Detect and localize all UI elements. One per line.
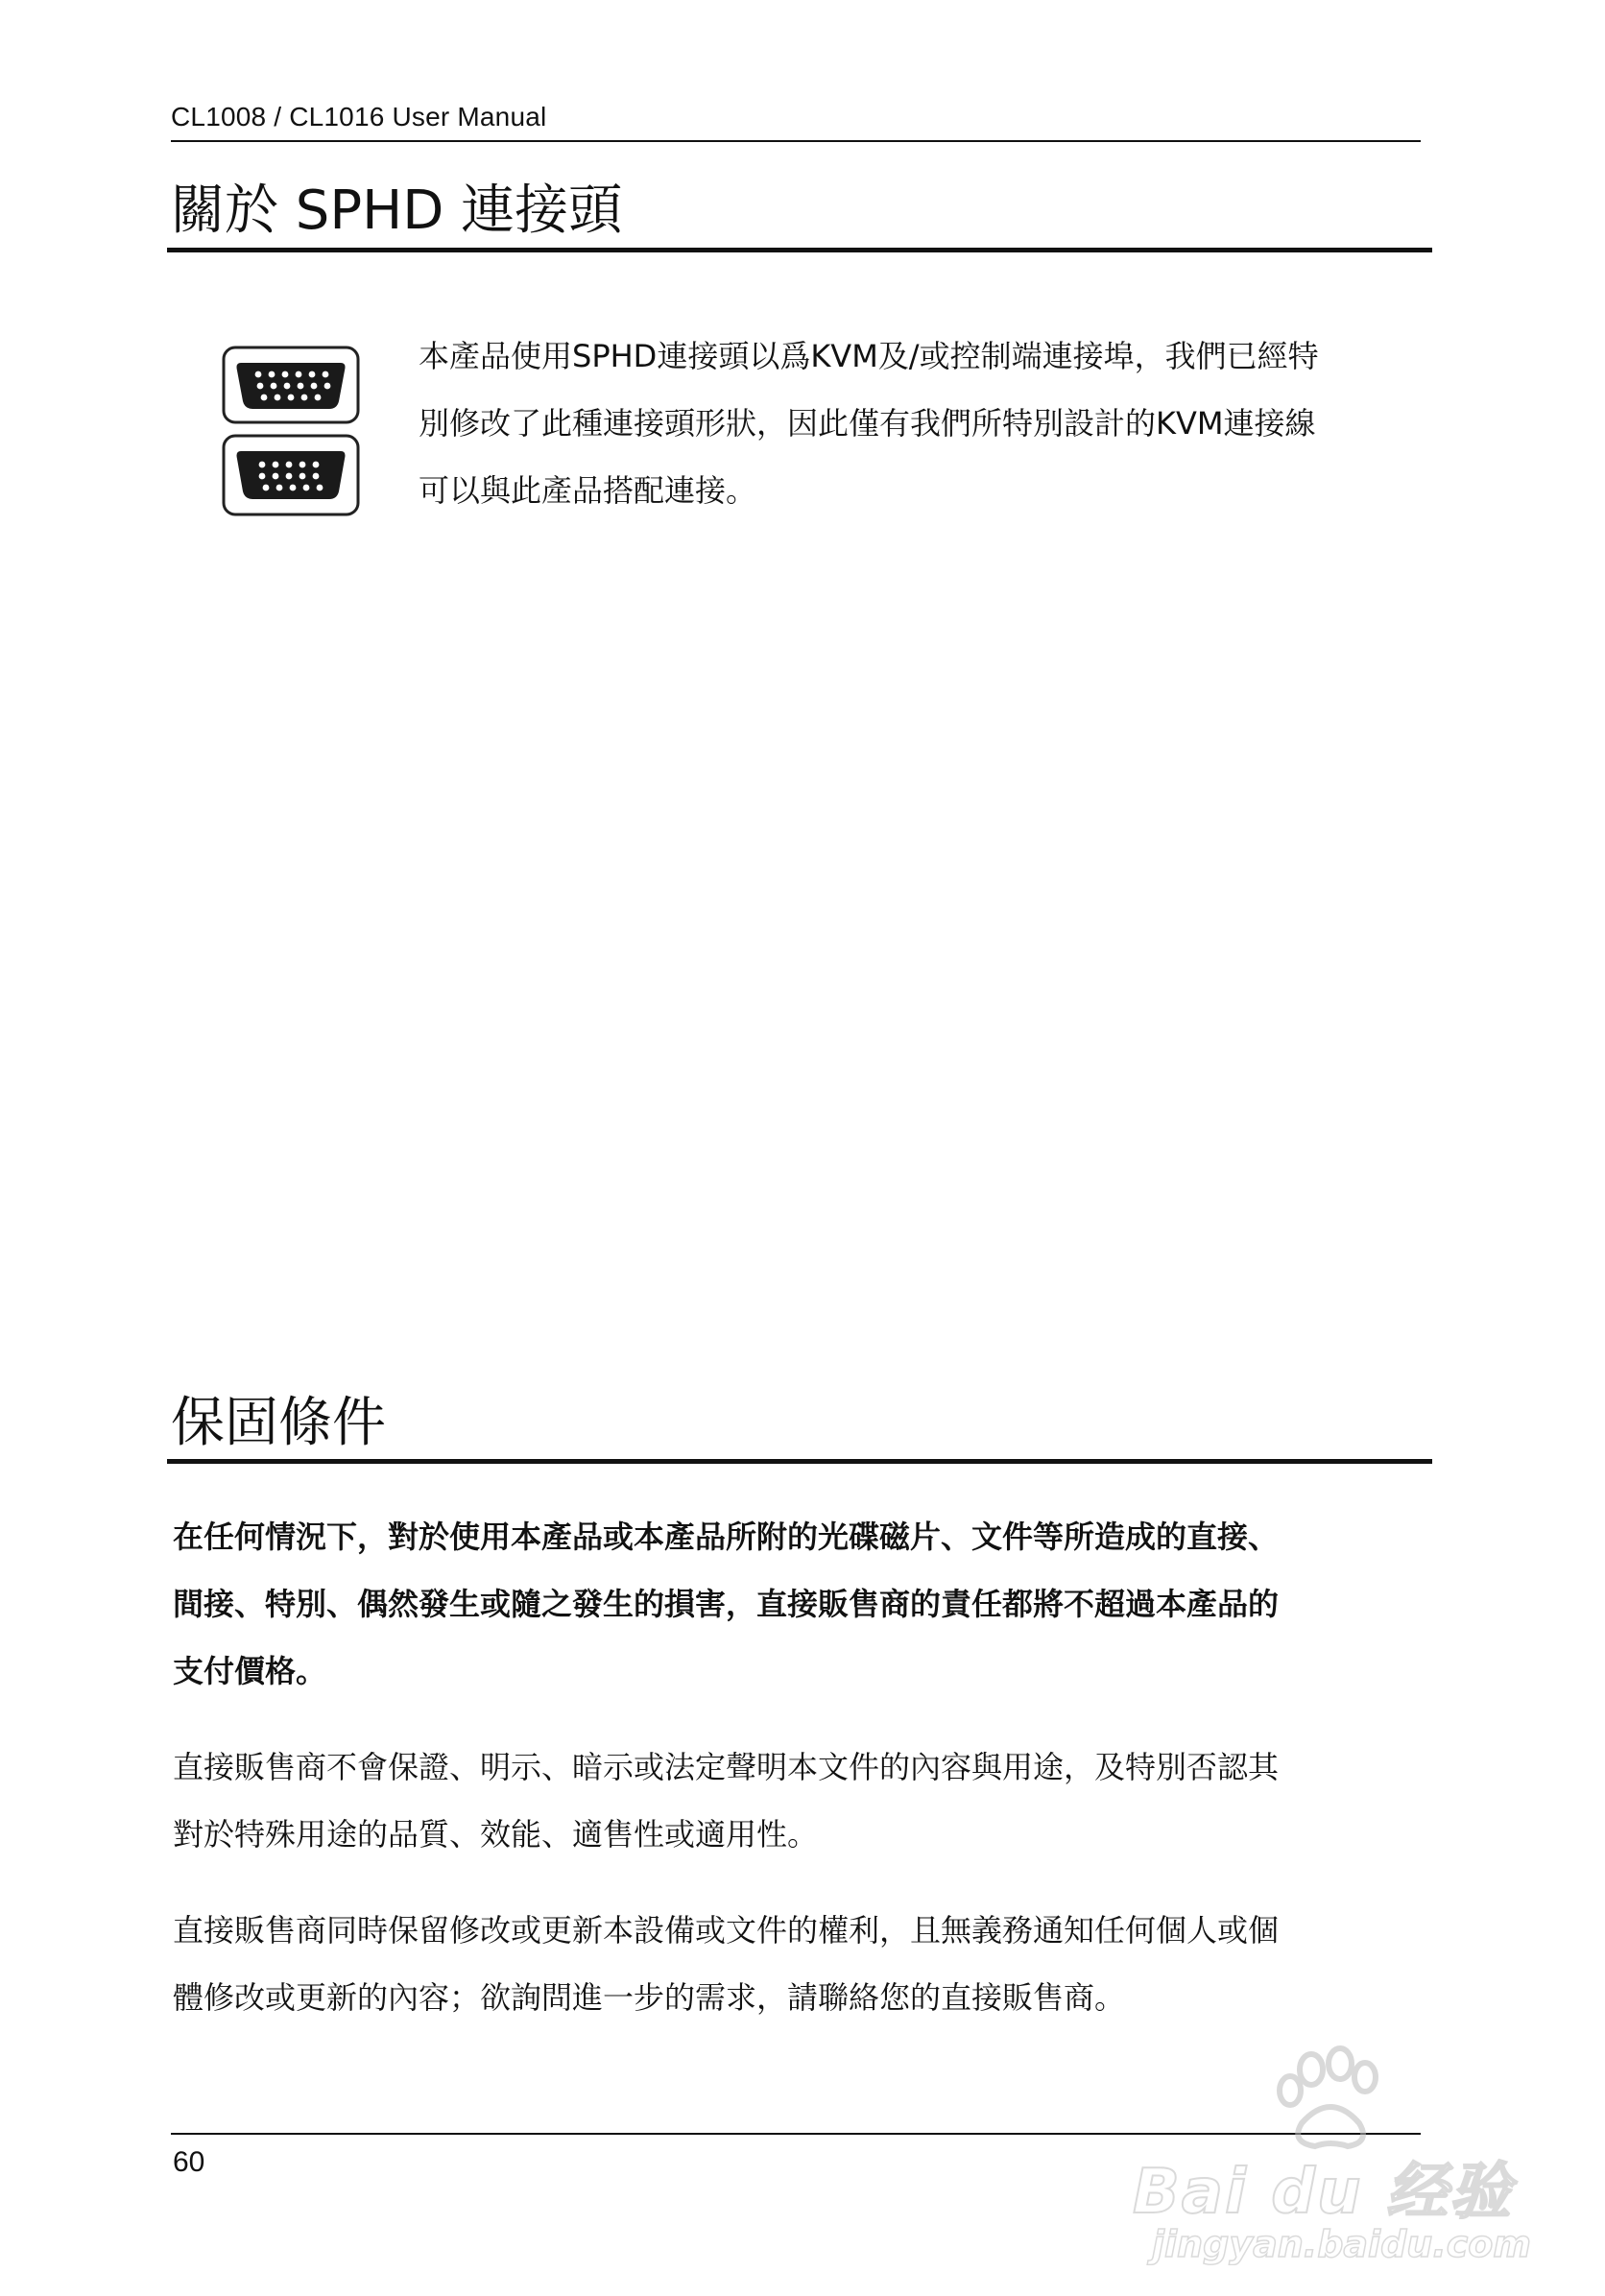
sphd-description [419,323,1436,524]
warranty-title-rule [167,1459,1432,1464]
warranty-line: 對於特殊用途的品質、效能、適售性或適用性。 [173,1816,819,1853]
warranty-line: 體修改或更新的內容；欲詢問進一步的需求，請聯絡您的直接販售商。 [173,1979,1126,2016]
warranty-line: 支付價格。 [173,1653,327,1689]
warranty-line: 間接、特別、偶然發生或隨之發生的損害，直接販售商的責任都將不超過本產品的 [173,1586,1280,1622]
sphd-section-title: 關於 SPHD 連接頭 [171,179,623,242]
page-number: 60 [173,2146,205,2178]
running-header: CL1008 / CL1016 User Manual [171,102,547,132]
warranty-line: 在任何情況下，對於使用本產品或本產品所附的光碟磁片、文件等所造成的直接、 [173,1519,1280,1555]
sphd-connector-icon [220,342,362,520]
watermark-url: jingyan.baidu.com [1152,2223,1531,2265]
warranty-line: 直接販售商不會保證、明示、暗示或法定聲明本文件的內容與用途，及特別否認其 [173,1749,1280,1785]
sphd-description-line: 別修改了此種連接頭形狀，因此僅有我們所特別設計的KVM連接線 [419,405,1316,442]
warranty-paragraph-disclaimer [173,1734,1430,1868]
warranty-section-title: 保固條件 [171,1392,386,1454]
sphd-connector-graphic [220,342,362,520]
sphd-description-line: 本產品使用SPHD連接頭以爲KVM及/或控制端連接埠，我們已經特 [419,338,1319,374]
sphd-description-line: 可以與此產品搭配連接。 [419,472,757,509]
baidu-jingyan-watermark [1133,2035,1531,2275]
warranty-paragraph-liability [173,1503,1430,1705]
warranty-paragraph-revision [173,1897,1430,2031]
warranty-line: 直接販售商同時保留修改或更新本設備或文件的權利，且無義務通知任何個人或個 [173,1912,1280,1949]
watermark-brand: Bai du 经验 [1133,2157,1513,2228]
header-rule [171,140,1421,142]
sphd-title-rule [167,248,1432,252]
